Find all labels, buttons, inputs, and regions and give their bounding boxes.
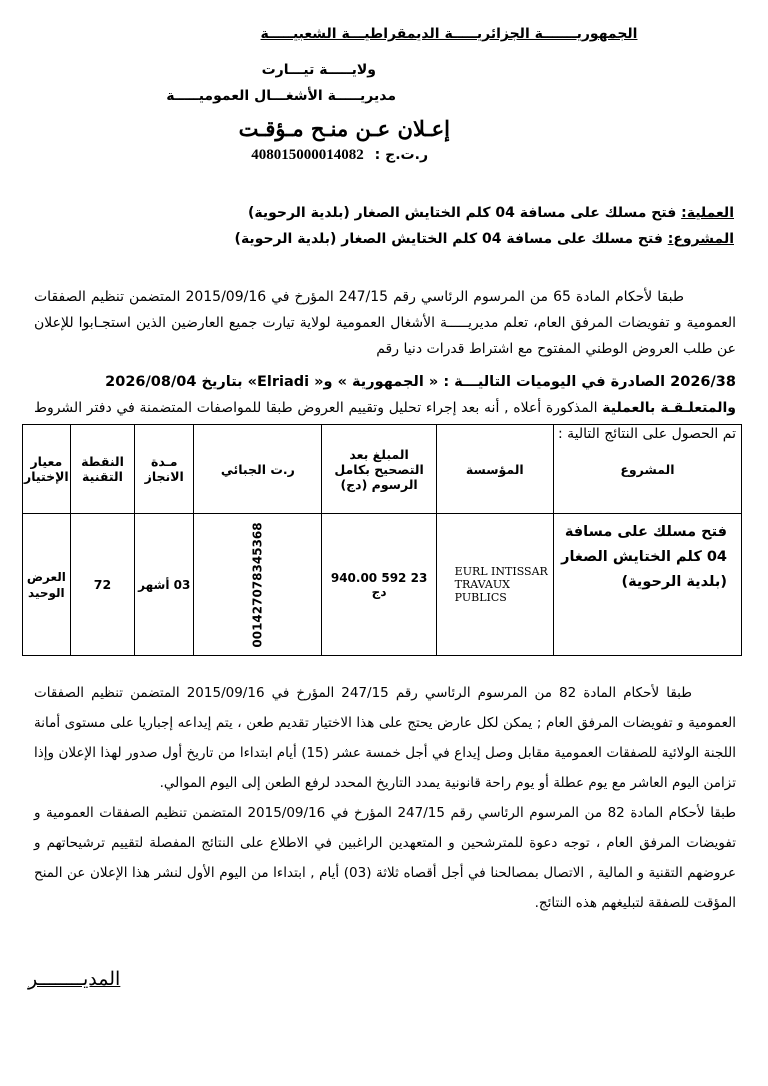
paragraph-intro bbox=[34, 284, 736, 362]
nif-value: 001427078345368 bbox=[250, 521, 265, 648]
col-header-company: المؤسسة bbox=[436, 425, 553, 514]
project-value: فتح مسلك على مسافة 04 كلم الختايش الصغار (بلدية الرحوية) bbox=[234, 231, 668, 247]
col-header-criterion: معيار الإختيار bbox=[23, 425, 71, 514]
paragraph-appeals bbox=[34, 678, 736, 798]
paragraph-intro-text: طبقا لأحكام المادة 65 من المرسوم الرئاسي رقم 247/15 المؤرخ في 2015/09/16 المتضمن تنظيم الصفقات العمومية و تفويضات المرفق العام، تعلم مديريـــــة الأشغال العمومية لولاية تيارت جميع العارضين الذين استجـابوا للإعلان عن طلب العروض الوطني المفتوح مع اشتراط قدرات دنيا رقم bbox=[34, 289, 736, 357]
col-header-duration: مـدة الانجاز bbox=[135, 425, 194, 514]
cell-project: فتح مسلك على مسافة 04 كلم الختايش الصغار (بلدية الرحوية) bbox=[553, 514, 741, 656]
cell-duration: 03 أشهر bbox=[135, 514, 194, 656]
cell-tech-score: 72 bbox=[70, 514, 135, 656]
appeals-section bbox=[34, 678, 736, 918]
table-row bbox=[23, 514, 742, 656]
project-line bbox=[235, 231, 734, 247]
directorate-name: مديريـــــة الأشغـــال العموميـــــة bbox=[166, 88, 396, 104]
paragraph-appeals-text: طبقا لأحكام المادة 82 من المرسوم الرئاسي رقم 247/15 المؤرخ في 2015/09/16 المتضمن تنظيم الصفقات العمومية و تفويضات المرفق العام ; يمكن لكل عارض يحتج على هذا الاختيار تقديم طعن ، يتم إيداعه إجباريا على مستوى أمانة اللجنة الولائية للصفقات العمومية مقابل وصل إيداع في أجل خمسة عشر (15) أيام ابتداءا من تاريخ أول صدور لهذا الإعلان وإذا تزامن اليوم العاشر مع يوم عطلة أو يوم راحة قانونية يمدد التاريخ المحدد لرفع الطعن إلى اليوم الموالي. bbox=[34, 685, 736, 791]
table-header-row bbox=[23, 425, 742, 514]
reference-label: ر.ت.ج : bbox=[374, 147, 428, 163]
amount-value: 23 592 940.00 دج bbox=[330, 570, 428, 599]
operation-line bbox=[248, 205, 734, 221]
reference-number: 408015000014082 bbox=[251, 147, 364, 163]
operation-ref-bold: والمتعلـقـة بالعملية bbox=[602, 400, 736, 416]
col-header-amount: المبلغ بعد التصحيح بكامل الرسوم (دج) bbox=[322, 425, 436, 514]
cell-company: EURL INTISSAR TRAVAUX PUBLICS bbox=[436, 514, 553, 656]
operation-value: فتح مسلك على مسافة 04 كلم الختايش الصغار (بلدية الرحوية) bbox=[247, 205, 682, 221]
operation-label: العملية: bbox=[681, 205, 734, 221]
paragraph-consultation-text: طبقا لأحكام المادة 82 من المرسوم الرئاسي رقم 247/15 المؤرخ في 2015/09/16 المتضمن تنظيم الصفقات العمومية و تفويضات المرفق العام ، توجه دعوة للمترشحين و المتعهدين الراغبين في الاطلاع على النتائج المفصلة لتقييم ترشيحاتهم و عروضهم التقنية و المالية , الاتصال بمصالحنا في أجل أقصاه ثلاثة (03) أيام , ابتداءا من اليوم الأول لنشر هذا الإعلان عن المنح المؤقت للصفقة لتبليغهم هذه النتائج. bbox=[34, 805, 736, 911]
page-title: إعـلان عـن منـح مـؤقـت bbox=[238, 116, 450, 141]
wilaya-name: ولايـــــة تيـــارت bbox=[261, 62, 376, 78]
results-table bbox=[22, 424, 742, 656]
cell-amount bbox=[322, 514, 436, 656]
reference-line bbox=[251, 147, 428, 164]
paragraph-publication: 2026/38 الصادرة في اليوميات التاليـــة : « الجمهورية » و« Elriadi» بتاريخ 2026/08/04 bbox=[105, 374, 736, 390]
results-intro-text: المذكورة أعلاه , أنه بعد إجراء تحليل وتقييم العروض طبقا للمواصفات المتضمنة في دفتر الشروط تم الحصول على النتائج التالية : bbox=[34, 400, 736, 442]
signature-director: المديــــــــر bbox=[28, 968, 121, 990]
col-header-tech-score: النقطة التقنية bbox=[70, 425, 135, 514]
cell-nif bbox=[194, 514, 322, 656]
project-label: المشروع: bbox=[667, 231, 734, 247]
col-header-nif: ر.ت الجبائي bbox=[194, 425, 322, 514]
paragraph-consultation bbox=[34, 798, 736, 918]
republic-header: الجمهوريـــــــة الجزائريـــــة الديمقراطيـــة الشعبيـــــة bbox=[260, 26, 638, 42]
col-header-project: المشروع bbox=[553, 425, 741, 514]
cell-criterion: العرض الوحيد bbox=[23, 514, 71, 656]
